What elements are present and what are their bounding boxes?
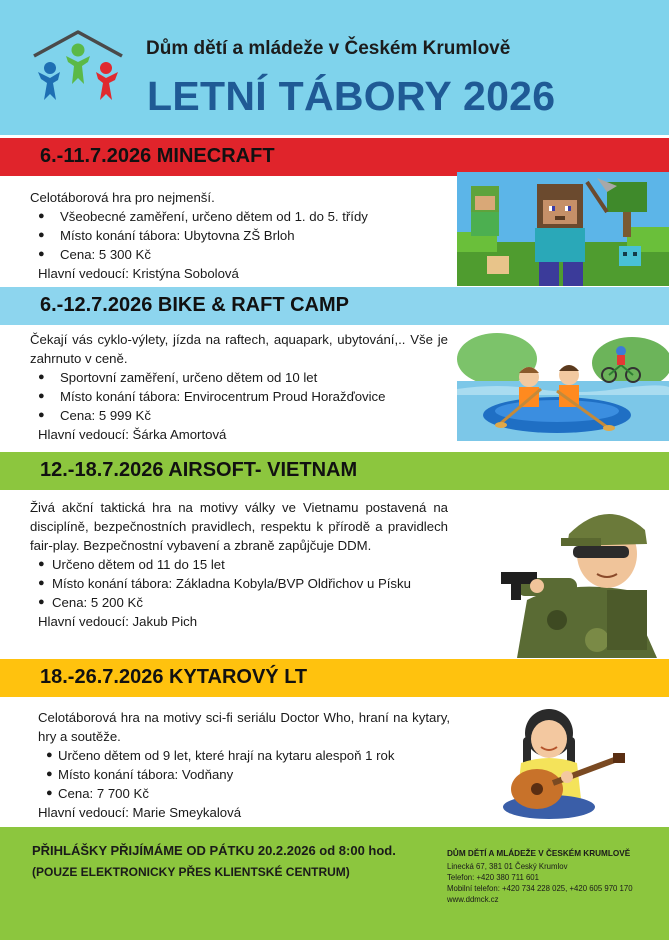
camp-info-list [38,746,450,803]
camp-leader: Hlavní vedoucí: Jakub Pich [38,614,198,629]
girl-playing-guitar-illustration [457,703,669,821]
minecraft-characters-illustration [457,172,669,286]
footer [0,827,669,940]
list-item: ● Cena: 5 300 Kč [30,245,448,264]
camp-leader: Hlavní vedoucí: Marie Smeykalová [38,805,242,820]
camp-description: Živá akční taktická hra na motivy války ve Vietnamu postavená na disciplíně, bezpečnostních pravidlech, respektu k přírodě a pravidlech fair-play. Bezpečnostní vybavení a zbraně zapůjčuje DDM. [30,500,448,553]
camp-details [30,498,448,631]
camp-body-guitar [0,697,669,827]
camp-body-bike-raft [0,325,669,451]
airsoft-soldier-illustration [457,490,669,658]
contact-address: Linecká 67, 381 01 Český Krumlov [447,862,568,871]
camp-description: Celotáborová hra pro nejmenší. [30,190,215,205]
camp-title: 6.-12.7.2026 BIKE & RAFT CAMP [40,294,349,316]
contact-block [447,848,633,905]
list-item: ● Určeno dětem od 11 do 15 let [30,555,448,574]
camp-details [38,708,450,822]
registration-notice: PŘIHLÁŠKY PŘIJÍMÁME OD PÁTKU 20.2.2026 od 8:00 hod. [32,843,396,858]
camp-details [30,188,448,283]
header [0,0,669,135]
list-item: ● Sportovní zaměření, určeno dětem od 10 let [30,368,448,387]
list-item: ● Místo konání tábora: Vodňany [38,765,450,784]
list-item: ● Místo konání tábora: Základna Kobyla/BVP Oldřichov u Písku [30,574,448,593]
family-house-logo-icon [28,26,128,106]
camp-leader: Hlavní vedoucí: Šárka Amortová [38,427,227,442]
camp-info-list [30,207,448,264]
camp-info-list [30,368,448,425]
organization-name: Dům dětí a mládeže v Českém Krumlově [146,38,511,59]
list-item: ● Místo konání tábora: Ubytovna ZŠ Brloh [30,226,448,245]
list-item: ● Místo konání tábora: Envirocentrum Proud Horažďovice [30,387,448,406]
page-title: LETNÍ TÁBORY 2026 [147,73,556,119]
camp-title: 18.-26.7.2026 KYTAROVÝ LT [40,666,308,688]
camp-band-guitar [0,659,669,697]
camp-band-bike-raft [0,287,669,325]
camp-info-list [30,555,448,612]
camp-body-minecraft [0,176,669,287]
registration-note: (POUZE ELEKTRONICKY PŘES KLIENTSKÉ CENTRUM) [32,865,350,879]
camp-title: 6.-11.7.2026 MINECRAFT [40,145,275,167]
list-item: ● Určeno dětem od 9 let, které hrají na kytaru alespoň 1 rok [38,746,450,765]
contact-web-link[interactable]: www.ddmck.cz [447,895,499,904]
camp-description: Celotáborová hra na motivy sci-fi seriálu Doctor Who, hraní na kytary, hry a soutěže. [38,710,450,744]
camp-leader: Hlavní vedoucí: Kristýna Sobolová [38,266,239,281]
list-item: ● Cena: 5 999 Kč [30,406,448,425]
camp-title: 12.-18.7.2026 AIRSOFT- VIETNAM [40,459,358,481]
camp-band-airsoft [0,452,669,490]
list-item: ● Cena: 5 200 Kč [30,593,448,612]
camp-band-minecraft [0,138,669,176]
camp-details [30,330,448,444]
list-item: ● Cena: 7 700 Kč [38,784,450,803]
contact-phone: Telefon: +420 380 711 601 [447,873,539,882]
contact-name: DŮM DĚTÍ A MLÁDEŽE V ČESKÉM KRUMLOVĚ [447,849,631,858]
contact-mobile: Mobilní telefon: +420 734 228 025, +420 605 970 170 [447,884,633,893]
list-item: ● Všeobecné zaměření, určeno dětem od 1. do 5. třídy [30,207,448,226]
camp-body-airsoft [0,490,669,658]
camp-description: Čekají vás cyklo-výlety, jízda na raftech, aquapark, ubytování,.. Vše je zahrnuto v ceně. [30,332,448,366]
kids-rafting-illustration [457,329,669,441]
